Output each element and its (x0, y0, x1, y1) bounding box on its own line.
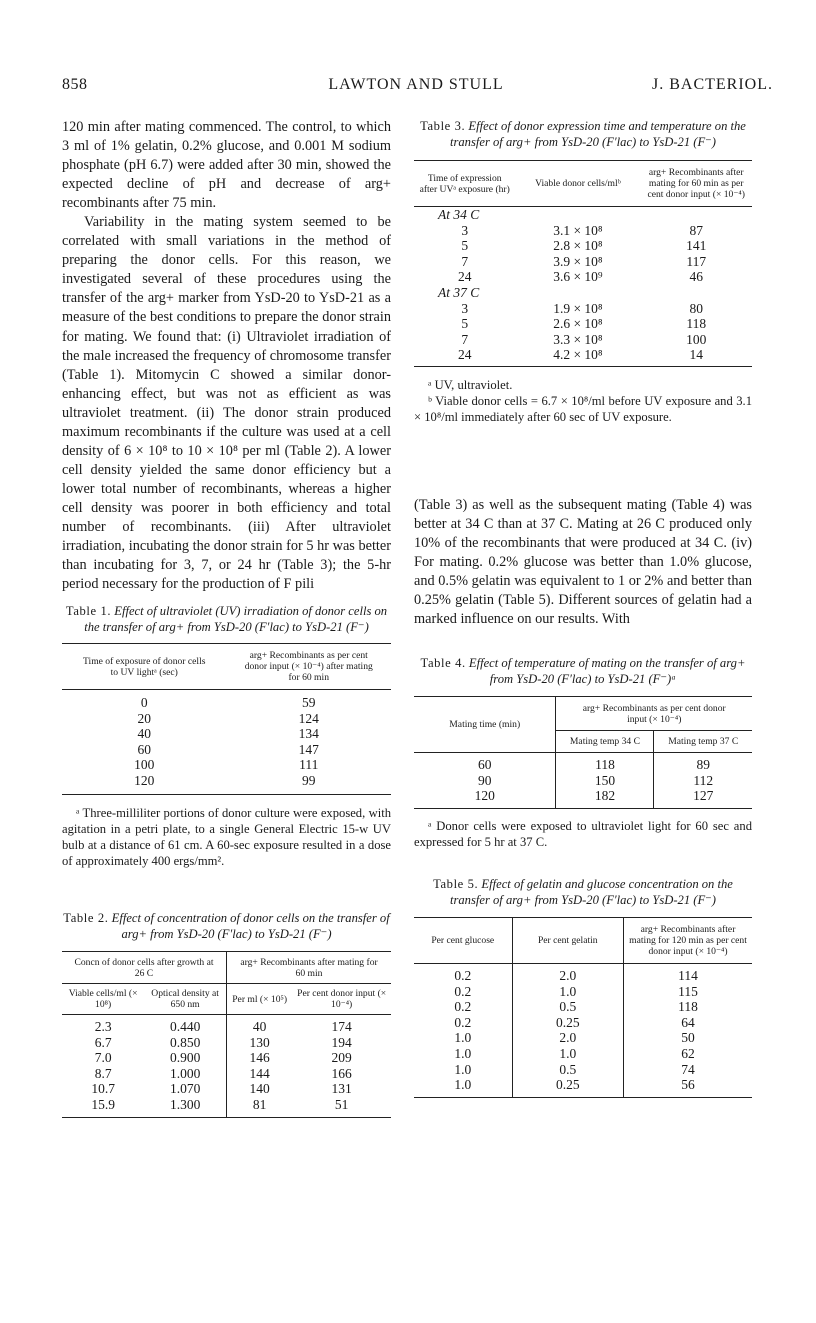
table-row (414, 269, 752, 285)
table-cell: 118 (678, 999, 698, 1015)
table-row (62, 757, 391, 773)
caption-text: Effect of donor expression time and temperature on the transfer of arg+ from YsD-20 (F′lac) to YsD-21 (F⁻) (449, 119, 746, 149)
table-caption (62, 603, 391, 635)
table-row (414, 999, 752, 1015)
table-cell: 60 (414, 753, 556, 773)
column-header: Optical density at 650 nm (144, 984, 226, 1015)
table-row (62, 742, 391, 758)
running-title: LAWTON AND STULL (328, 76, 504, 93)
table-cell: 1.0 (512, 984, 624, 1000)
table-cell: 114 (678, 968, 698, 983)
table-row (414, 788, 752, 808)
table-cell: 124 (298, 710, 319, 726)
table-cell: 0.5 (512, 1062, 624, 1078)
caption-text: Effect of concentration of donor cells on the transfer of arg+ from YsD-20 (F′lac) to YsD-21 (F⁻) (111, 911, 390, 941)
table-cell: 147 (298, 741, 319, 757)
table-footnotes (414, 377, 752, 425)
table-cell: 62 (681, 1045, 695, 1061)
table-cell: 3.3 × 10⁸ (553, 331, 603, 347)
table-cell: 7.0 (94, 1050, 112, 1066)
table-cell: 40 (137, 726, 151, 742)
table-cell: 7 (461, 253, 469, 269)
data-table (414, 696, 752, 809)
table-cell: 166 (331, 1065, 352, 1081)
table-row (414, 773, 752, 789)
table-cell: 130 (249, 1034, 270, 1050)
table-footnote: ᵃ UV, ultraviolet. (428, 377, 513, 392)
table-cell: 120 (414, 788, 556, 808)
table-label: Table 4. (420, 656, 466, 670)
table-cell: 50 (681, 1030, 695, 1046)
table-cell: 0.5 (512, 999, 624, 1015)
table-cell: 99 (302, 772, 316, 788)
table-cell: 2.0 (512, 1030, 624, 1046)
table-cell: 1.070 (144, 1081, 226, 1097)
table-cell: 3.1 × 10⁸ (553, 222, 603, 238)
table-cell: 0.440 (144, 1015, 226, 1035)
table-cell: 5 (461, 316, 469, 332)
table-cell: 194 (331, 1034, 352, 1050)
table-cell: 1.300 (144, 1097, 226, 1117)
group-label: At 34 C (438, 207, 480, 222)
table-cell: 146 (249, 1050, 270, 1066)
table-cell: 140 (249, 1081, 270, 1097)
table-label: Table 2. (63, 911, 109, 925)
table-cell: 24 (457, 269, 472, 285)
table-cell: 15.9 (91, 1096, 115, 1112)
table-caption (62, 910, 391, 942)
column-header: Mating temp 34 C (556, 731, 654, 753)
table-cell: 0.2 (414, 984, 512, 1000)
column-header: arg+ Recombinants as per cent donor input (× 10⁻⁴) after mating for 60 min (244, 650, 373, 683)
table-cell: 2.3 (94, 1019, 112, 1034)
table-row (62, 1035, 391, 1051)
table-cell: 118 (556, 753, 654, 773)
table-cell: 0.2 (414, 964, 512, 984)
table-cell: 115 (678, 983, 698, 999)
table-row (414, 1030, 752, 1046)
table-cell: 56 (681, 1077, 695, 1093)
table-cell: 100 (134, 757, 155, 773)
data-table (414, 160, 752, 367)
table-cell: 20 (137, 710, 151, 726)
table-cell: 117 (686, 253, 707, 269)
table-cell: 2.0 (512, 964, 624, 984)
table-footnote: ᵃ Donor cells were exposed to ultraviolet light for 60 sec and expressed for 5 hr at 37 C. (414, 818, 752, 849)
table-row (62, 1097, 391, 1117)
table-label: Table 5. (433, 877, 479, 891)
table-3 (414, 118, 752, 425)
table-row (414, 301, 752, 317)
table-cell: 90 (414, 773, 556, 789)
right-column-text (414, 496, 752, 629)
table-row (414, 254, 752, 270)
journal-name: J. BACTERIOL. (652, 76, 773, 93)
column-header: Time of expression after UVᵃ exposure (hr) (419, 172, 510, 195)
table-row (414, 1062, 752, 1078)
table-cell: 144 (249, 1065, 270, 1081)
table-row (414, 1046, 752, 1062)
table-cell: 1.0 (414, 1077, 512, 1097)
table-cell: 134 (298, 726, 319, 742)
table-cell: 127 (693, 788, 714, 804)
table-row (414, 1015, 752, 1031)
table-row (62, 1015, 391, 1035)
left-column-text (62, 118, 391, 594)
column-header: Time of exposure of donor cells to UV lightᵃ (sec) (83, 655, 206, 678)
column-header: Per cent gelatin (512, 918, 624, 964)
column-header: Mating temp 37 C (668, 736, 739, 747)
table-caption (414, 655, 752, 687)
column-group-header: Concn of donor cells after growth at 26 C (62, 952, 227, 984)
table-row (414, 223, 752, 239)
table-cell: 112 (693, 772, 714, 788)
table-row (62, 711, 391, 727)
table-cell: 3 (461, 222, 469, 238)
table-caption (414, 118, 752, 150)
caption-text: Effect of gelatin and glucose concentration on the transfer of arg+ from YsD-20 (F′lac) to YsD-21 (F⁻) (449, 877, 733, 907)
table-cell: 0.25 (512, 1077, 624, 1097)
column-header: Per cent glucose (414, 918, 512, 964)
table-cell: 1.0 (512, 1046, 624, 1062)
table-cell: 64 (681, 1014, 695, 1030)
column-header: Per ml (× 10⁵) (232, 993, 288, 1005)
caption-text: Effect of ultraviolet (UV) irradiation of donor cells on the transfer of arg+ from YsD-20 (F′lac) to YsD-21 (F⁻) (84, 604, 388, 634)
table-row (414, 1077, 752, 1097)
table-cell: 0.900 (144, 1050, 226, 1066)
table-cell: 14 (689, 347, 703, 363)
table-4 (414, 655, 752, 850)
table-row (62, 726, 391, 742)
page-number: 858 (62, 76, 88, 93)
table-row (414, 984, 752, 1000)
table-cell: 1.9 × 10⁸ (553, 300, 603, 316)
table-cell: 2.8 × 10⁸ (553, 238, 603, 254)
table-cell: 131 (331, 1081, 352, 1097)
table-cell: 1.0 (414, 1046, 512, 1062)
table-cell: 100 (686, 331, 707, 347)
data-table (62, 951, 391, 1118)
caption-text: Effect of temperature of mating on the transfer of arg+ from YsD-20 (F′lac) to YsD-21 (F⁻)ᵃ (468, 656, 746, 686)
column-header: Per cent donor input (× 10⁻⁴) (297, 988, 387, 1010)
table-2 (62, 910, 391, 1118)
table-cell: 40 (252, 1019, 267, 1034)
table-cell: 118 (686, 316, 707, 332)
column-header: Mating time (min) (414, 697, 556, 753)
table-row (62, 1066, 391, 1082)
table-cell: 60 (137, 741, 151, 757)
table-caption (414, 876, 752, 908)
data-table (414, 917, 752, 1098)
table-cell: 0.2 (414, 999, 512, 1015)
table-cell: 174 (331, 1019, 352, 1034)
table-row (414, 285, 752, 301)
table-cell: 7 (461, 331, 469, 347)
group-label: At 37 C (438, 284, 480, 300)
paragraph: 120 min after mating commenced. The control, to which 3 ml of 1% gelatin, 0.2% glucose, and 0.001 M sodium phosphate (pH 6.7) were added after 30 min, showed the expected decline of pH and decrease of arg+ recombinants after 75 min. (62, 119, 391, 212)
table-footnote: ᵇ Viable donor cells = 6.7 × 10⁸/ml before UV exposure and 3.1 × 10⁸/ml immediately after 60 sec of UV exposure. (414, 393, 752, 424)
table-cell: 2.6 × 10⁸ (553, 316, 603, 332)
table-cell: 3.9 × 10⁸ (553, 253, 603, 269)
table-cell: 51 (334, 1096, 349, 1112)
table-cell: 1.0 (414, 1030, 512, 1046)
column-header: Viable cells/ml (× 10⁸) (68, 988, 138, 1010)
paragraph: Variability in the mating system seemed to be correlated with small variations in the method of preparing the donor cells. For this reason, we investigated several of these procedures using the transfer of the arg+ marker from YsD-20 to YsD-21 as a measure of the best conditions to prepare the donor strain for mating. We found that: (i) Ultraviolet irradiation of the male increased the frequency of chromosome transfer (Table 1). Mitomycin C showed a similar donor-enhancing effect, but was not as efficient as was ultraviolet treatment. (ii) The donor strain produced maximum recombinants if the culture was used at a cell density of 6 × 10⁸ to 10 × 10⁸ per ml (Table 2). A lower cell density yielded the same donor efficiency but a lower total number of recombinants, whereas a higher cell density was poorer in both efficiency and total number of recombinants. (iii) After ultraviolet irradiation, incubating the donor strain for 5 hr was better than incubating for 3, 7, or 24 hr (Table 3); the 5-hr period necessary for the production of F pili (62, 214, 391, 593)
table-cell: 0.25 (512, 1015, 624, 1031)
table-cell: 46 (689, 269, 703, 285)
table-cell: 1.000 (144, 1066, 226, 1082)
table-label: Table 3. (420, 119, 466, 133)
table-footnote: ᵃ Three-milliliter portions of donor culture were exposed, with agitation in a petri plate, to a single General Electric 15-w UV bulb at a distance of 61 cm. A 60-sec exposure resulted in a dose of approximately 400 ergs/mm². (62, 805, 391, 868)
table-cell: 0 (140, 695, 148, 710)
column-group-header: arg+ Recombinants after mating for 60 min (227, 952, 392, 984)
table-row (414, 347, 752, 366)
table-cell: 87 (689, 222, 703, 238)
table-cell: 150 (556, 773, 654, 789)
table-row (62, 1081, 391, 1097)
table-cell: 8.7 (94, 1065, 112, 1081)
paragraph: (Table 3) as well as the subsequent mating (Table 4) was better at 34 C than at 37 C. Mating at 26 C produced only 10% of the recombinants that were produced at 34 C. (iv) For mating. 0.2% glucose was better than 1.0% glucose, and 0.5% gelatin was equivalent to 1 or 2% and better than 0.25% gelatin (Table 5). Different sources of gelatin had a marked influence on our results. With (414, 497, 752, 628)
table-cell: 0.2 (414, 1015, 512, 1031)
table-row (62, 1050, 391, 1066)
table-cell: 81 (252, 1096, 267, 1112)
table-cell: 3 (461, 300, 469, 316)
table-row (414, 753, 752, 773)
column-header: arg+ Recombinants after mating for 60 min as per cent donor input (× 10⁻⁴) (647, 167, 745, 200)
table-label: Table 1. (65, 604, 112, 618)
table-row (414, 238, 752, 254)
column-header: arg+ Recombinants after mating for 120 min as per cent donor input (× 10⁻⁴) (629, 924, 747, 957)
column-group-header: arg+ Recombinants as per cent donor input (× 10⁻⁴) (556, 697, 752, 731)
table-cell: 182 (556, 788, 654, 808)
table-cell: 6.7 (94, 1034, 112, 1050)
table-cell: 5 (461, 238, 469, 254)
table-cell: 0.850 (144, 1035, 226, 1051)
table-cell: 3.6 × 10⁹ (553, 269, 603, 285)
table-cell: 209 (331, 1050, 352, 1066)
table-cell: 141 (686, 238, 707, 254)
table-row (414, 332, 752, 348)
table-cell: 80 (689, 300, 703, 316)
column-header: Viable donor cells/mlᵇ (535, 178, 621, 189)
table-cell: 59 (302, 695, 316, 710)
table-1 (62, 603, 391, 869)
table-cell: 74 (681, 1061, 695, 1077)
table-5 (414, 876, 752, 1098)
data-table (62, 643, 391, 795)
table-cell: 1.0 (414, 1062, 512, 1078)
table-cell: 10.7 (91, 1081, 115, 1097)
table-cell: 111 (299, 757, 319, 773)
table-cell: 89 (696, 757, 710, 772)
table-row (62, 690, 391, 711)
table-cell: 24 (457, 347, 472, 363)
table-row (62, 773, 391, 794)
table-row (414, 964, 752, 984)
table-cell: 120 (134, 772, 155, 788)
table-row (414, 316, 752, 332)
table-cell: 4.2 × 10⁸ (553, 347, 603, 363)
